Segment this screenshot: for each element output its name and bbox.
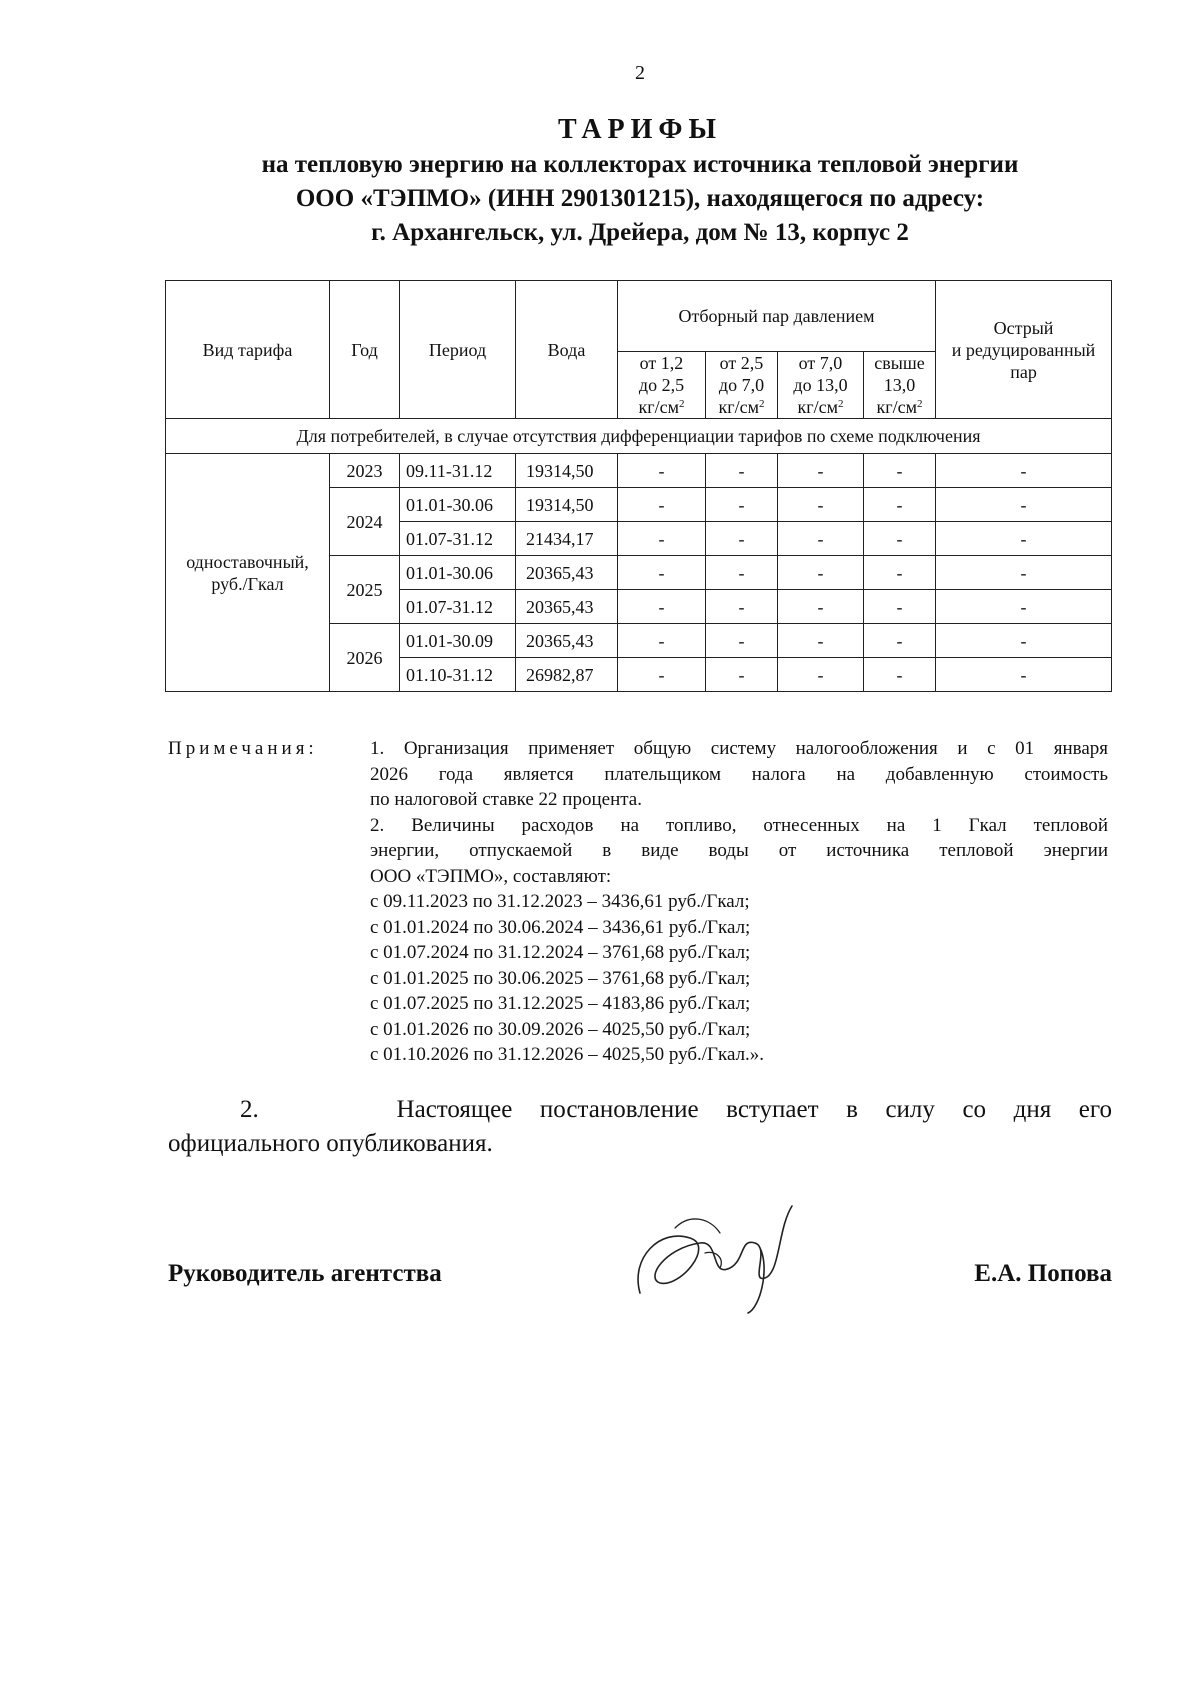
note-1-line-3: по налоговой ставке 22 процента. — [370, 789, 642, 810]
table-row: 2024 01.01-30.06 19314,50 - - - - - — [166, 488, 1112, 522]
header-year: Год — [330, 281, 400, 419]
header-sharp-steam-l3: пар — [1010, 361, 1037, 382]
fuel-line: с 01.01.2025 по 30.06.2025 – 3761,68 руб./Гкал; — [370, 967, 751, 989]
signatory-position: Руководитель агентства — [168, 1260, 442, 1287]
table-row: 01.07-31.12 21434,17 - - - - - — [166, 522, 1112, 556]
header-period: Период — [400, 281, 516, 419]
title-line-3: г. Архангельск, ул. Дрейера, дом № 13, корпус 2 — [371, 219, 909, 246]
clause-line-2: официального опубликования. — [168, 1130, 493, 1157]
signatory-name: Е.А. Попова — [974, 1260, 1112, 1287]
notes-label: Примечания: — [168, 738, 318, 759]
year-cell: 2023 — [330, 454, 400, 488]
note-2-line-1: 2. Величины расходов на топливо, отнесенных на 1 Гкал тепловой — [370, 814, 1108, 836]
table-row: 2025 01.01-30.06 20365,43 - - - - - — [166, 556, 1112, 590]
document-title — [160, 112, 1120, 250]
fuel-line: с 01.07.2024 по 31.12.2024 – 3761,68 руб./Гкал; — [370, 942, 751, 963]
title-line-1: на тепловую энергию на коллекторах источника тепловой энергии — [261, 151, 1019, 178]
clause-line-1: 2. Настоящее постановление вступает в силу со дня его — [240, 1096, 1112, 1123]
note-1-line-2: 2026 года является плательщиком налога на добавленную стоимость — [370, 763, 1108, 785]
header-water: Вода — [516, 281, 618, 419]
tariff-table — [165, 280, 1112, 692]
year-cell: 2025 — [330, 556, 400, 624]
title-line-2: ООО «ТЭПМО» (ИНН 2901301215), находящегося по адресу: — [295, 185, 985, 212]
note-2-line-3: ООО «ТЭПМО», составляют: — [370, 865, 612, 887]
fuel-line: с 01.01.2026 по 30.09.2026 – 4025,50 руб./Гкал; — [370, 1018, 751, 1040]
handwritten-signature-icon — [620, 1198, 800, 1318]
table-row: одноставочный, руб./Гкал 2023 09.11-31.12 19314,50 - - - - - — [166, 454, 1112, 488]
table-row: 01.07-31.12 20365,43 - - - - - — [166, 590, 1112, 624]
page-number: 2 — [635, 62, 645, 84]
fuel-line: с 01.10.2026 по 31.12.2026 – 4025,50 руб./Гкал.». — [370, 1044, 765, 1065]
fuel-line: с 09.11.2023 по 31.12.2023 – 3436,61 руб./Гкал; — [370, 891, 750, 912]
note-2-line-2: энергии, отпускаемой в виде воды от источника тепловой энергии — [370, 840, 1108, 861]
header-tariff-type: Вид тарифа — [166, 281, 330, 419]
year-cell: 2026 — [330, 624, 400, 692]
header-sharp-steam-l2: и редуцированный — [951, 339, 1096, 360]
header-sharp-steam-l1: Острый — [993, 317, 1054, 338]
clause-2 — [168, 1093, 1112, 1161]
signature-block — [168, 1240, 1112, 1360]
header-steam-group: Отборный пар давлением — [618, 281, 936, 352]
header-steam-2: от 2,5 до 7,0 $кг/см^2$ — [706, 352, 778, 419]
year-cell: 2024 — [330, 488, 400, 556]
tariff-type-cell: одноставочный, руб./Гкал — [166, 454, 330, 692]
table-row: 2026 01.01-30.09 20365,43 - - - - - — [166, 624, 1112, 658]
header-steam-4: свыше 13,0 $кг/см^2$ — [864, 352, 936, 419]
fuel-line: с 01.07.2025 по 31.12.2025 – 4183,86 руб./Гкал; — [370, 993, 751, 1014]
notes-body — [370, 736, 1108, 1068]
header-sharp-steam — [936, 281, 1112, 419]
group-label: Для потребителей, в случае отсутствия дифференциации тарифов по схеме подключения — [166, 419, 1112, 454]
title-main: ТАРИФЫ — [558, 114, 722, 145]
header-steam-3: от 7,0 до 13,0 $кг/см^2$ — [778, 352, 864, 419]
table-row: 01.10-31.12 26982,87 - - - - - — [166, 658, 1112, 692]
fuel-line: с 01.01.2024 по 30.06.2024 – 3436,61 руб./Гкал; — [370, 916, 751, 938]
header-steam-1: от 1,2 до 2,5 $кг/см^2$ — [618, 352, 706, 419]
note-1-line-1: 1. Организация применяет общую систему налогообложения и с 01 января — [370, 738, 1108, 759]
